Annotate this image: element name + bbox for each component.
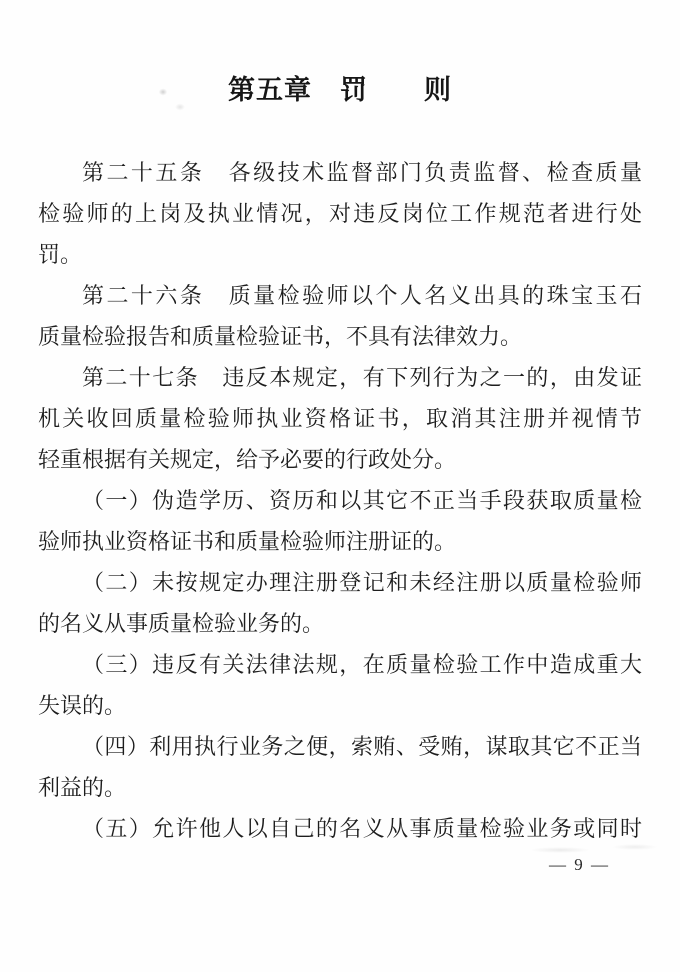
chapter-title: 第五章 罚 则 — [228, 75, 452, 105]
text-line-item-3: （三）违反有关法律法规，在质量检验工作中造成重大 — [82, 652, 642, 677]
text-line: 利益的。 — [38, 775, 127, 800]
text-line: 验师执业资格证书和质量检验师注册证的。 — [38, 529, 457, 554]
text-line: 失误的。 — [38, 693, 127, 718]
text-line-article-25: 第二十五条 各级技术监督部门负责监督、检查质量 — [82, 160, 642, 185]
text-line: 的名义从事质量检验业务的。 — [38, 611, 325, 636]
text-line-item-1: （一）伪造学历、资历和以其它不正当手段获取质量检 — [82, 488, 642, 513]
text-line-article-26: 第二十六条 质量检验师以个人名义出具的珠宝玉石 — [82, 283, 642, 308]
text-line: 轻重根据有关规定，给予必要的行政处分。 — [38, 447, 457, 472]
text-line: 检验师的上岗及执业情况，对违反岗位工作规范者进行处 — [38, 201, 642, 226]
text-line: 罚。 — [38, 242, 83, 267]
text-line-item-2: （二）未按规定办理注册登记和未经注册以质量检验师 — [82, 570, 642, 595]
text-line-article-27: 第二十七条 违反本规定，有下列行为之一的，由发证 — [82, 365, 642, 390]
text-line-item-4: （四）利用执行业务之便，索贿、受贿，谋取其它不正当 — [82, 734, 642, 759]
text-line-item-5: （五）允许他人以自己的名义从事质量检验业务或同时 — [82, 816, 642, 841]
page-number: — 9 — — [549, 855, 610, 874]
text-line: 质量检验报告和质量检验证书，不具有法律效力。 — [38, 324, 523, 349]
document-body — [38, 152, 642, 849]
text-line: 机关收回质量检验师执业资格证书，取消其注册并视情节 — [38, 406, 642, 431]
